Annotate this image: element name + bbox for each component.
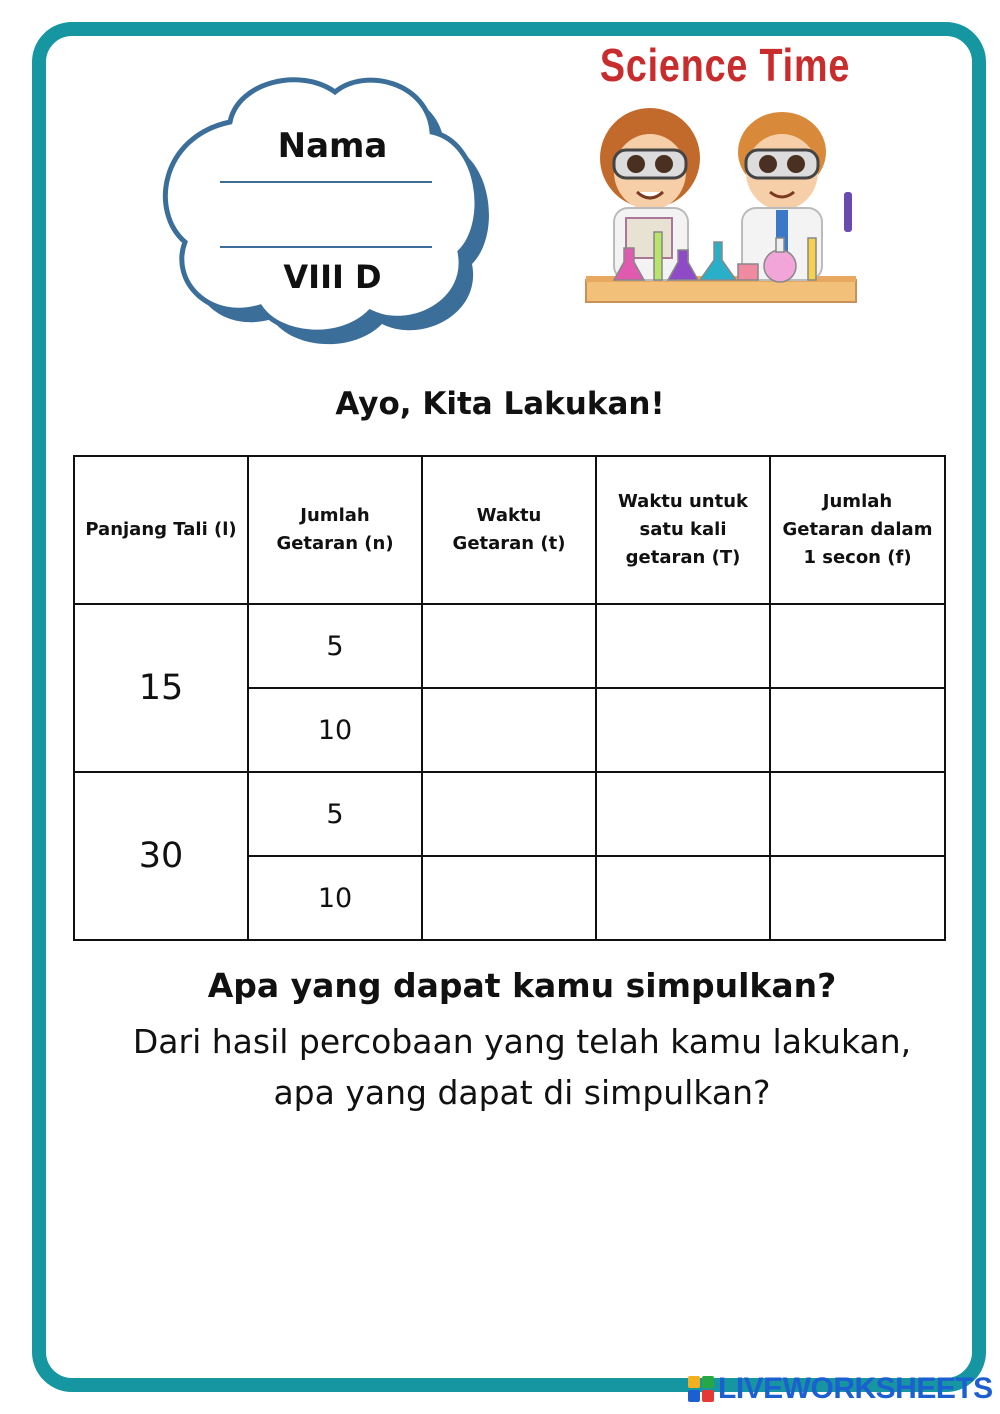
table-header-row xyxy=(74,456,945,604)
time-input-cell[interactable] xyxy=(422,772,596,856)
period-input-cell[interactable] xyxy=(596,688,770,772)
header-frequency: Jumlah Getaran dalam 1 secon (f) xyxy=(770,456,945,604)
conclusion-question: Apa yang dapat kamu simpulkan? xyxy=(207,966,837,1005)
time-input-cell[interactable] xyxy=(422,856,596,940)
vibration-count-cell: 5 xyxy=(248,604,422,688)
class-label: VIII D xyxy=(283,258,382,296)
name-input-line[interactable] xyxy=(220,181,432,183)
liveworksheets-logo xyxy=(688,1372,993,1406)
rope-length-cell: 30 xyxy=(74,772,248,940)
name-input-line-2[interactable] xyxy=(220,246,432,248)
frequency-input-cell[interactable] xyxy=(770,688,945,772)
header-vibration-time: Waktu Getaran (t) xyxy=(422,456,596,604)
activity-heading: Ayo, Kita Lakukan! xyxy=(335,386,665,422)
cloud-shape xyxy=(160,62,505,347)
header-period: Waktu untuk satu kali getaran (T) xyxy=(596,456,770,604)
science-time-title: Science Time xyxy=(599,39,851,91)
table-row xyxy=(74,772,945,856)
name-label: Nama xyxy=(277,126,388,166)
frequency-input-cell[interactable] xyxy=(770,856,945,940)
scientists-illustration xyxy=(582,100,862,310)
frequency-input-cell[interactable] xyxy=(770,604,945,688)
vibration-count-cell: 10 xyxy=(248,856,422,940)
rope-length-cell: 15 xyxy=(74,604,248,772)
time-input-cell[interactable] xyxy=(422,688,596,772)
period-input-cell[interactable] xyxy=(596,856,770,940)
period-input-cell[interactable] xyxy=(596,604,770,688)
table-row xyxy=(74,604,945,688)
period-input-cell[interactable] xyxy=(596,772,770,856)
brand-name: LIVEWORKSHEETS xyxy=(718,1372,993,1405)
vibration-count-cell: 5 xyxy=(248,772,422,856)
header-rope-length: Panjang Tali (l) xyxy=(74,456,248,604)
frequency-input-cell[interactable] xyxy=(770,772,945,856)
experiment-table xyxy=(73,455,946,941)
vibration-count-cell: 10 xyxy=(248,688,422,772)
brand-mark-icon xyxy=(688,1376,714,1402)
header-vibration-count: Jumlah Getaran (n) xyxy=(248,456,422,604)
conclusion-text: Dari hasil percobaan yang telah kamu lakukan, apa yang dapat di simpulkan? xyxy=(132,1022,912,1112)
time-input-cell[interactable] xyxy=(422,604,596,688)
name-cloud xyxy=(160,62,505,347)
